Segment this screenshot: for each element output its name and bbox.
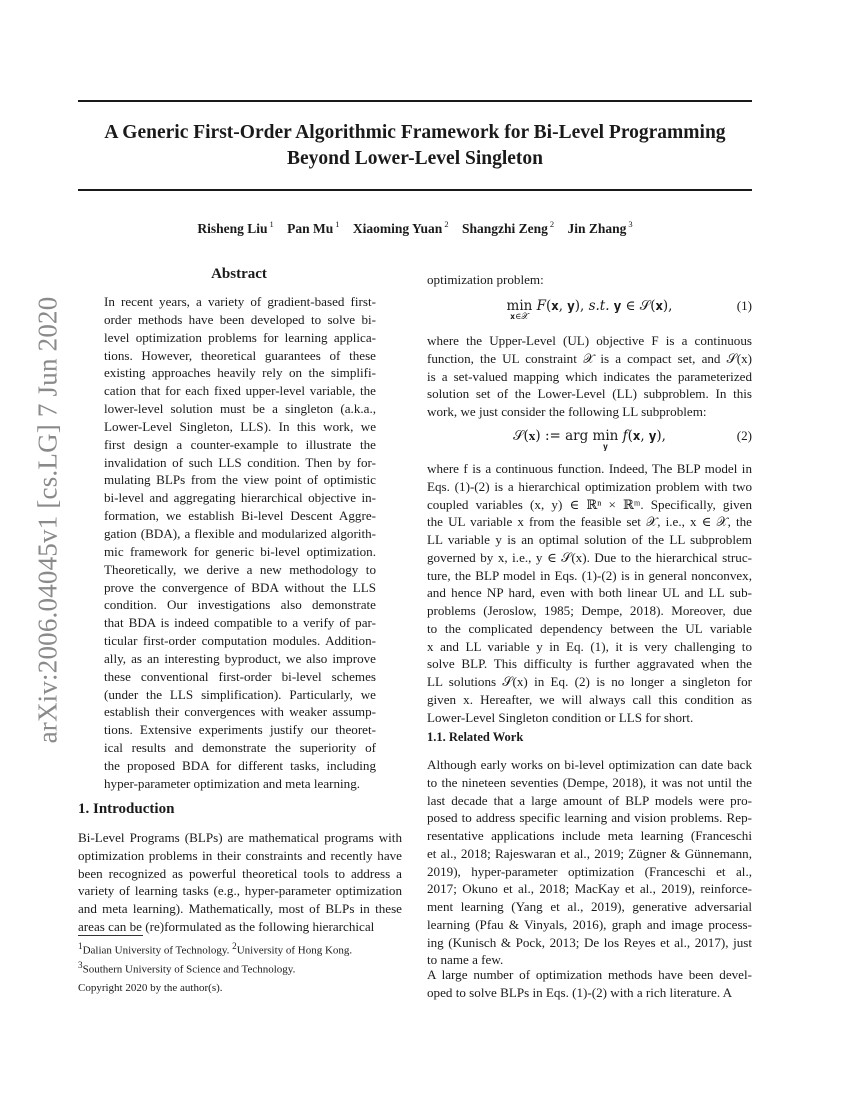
copyright-notice: Copyright 2020 by the author(s). [78, 982, 223, 994]
text-line: mic framework for generic bi-level optimization. [104, 543, 376, 559]
text-line: learning (Pfau & Vinyals, 2016), graph and image process- [427, 916, 752, 932]
text-line: tions. Extensive experiments justify our theoret- [104, 722, 376, 738]
text-line: function, the UL constraint 𝒳 is a compact set, and 𝒮(x) [427, 350, 752, 366]
title-line-1: A Generic First-Order Algorithmic Framework for Bi-Level Programming [104, 122, 726, 143]
arxiv-watermark: arXiv:2006.04045v1 [cs.LG] 7 Jun 2020 [32, 296, 63, 744]
text-line: to the complicated dependency between the UL variable [427, 620, 752, 636]
text-line: Lower-Level Singleton, LLS). In this work, we [104, 418, 376, 434]
text-line: et al., 2018; Rajeswaran et al., 2019; Zügner & Günnemann, [427, 845, 752, 861]
text-line: In recent years, a variety of gradient-based first- [104, 294, 376, 309]
text-line: invalidation of such LLS condition. Then by for- [104, 454, 376, 470]
related-work-body [427, 756, 752, 969]
author: Risheng Liu $^1$ [197, 219, 274, 236]
text-line: last decade that a large amount of BLP models were pro- [427, 792, 752, 808]
text-line: solve BLP. This difficulty is further aggravated when the [427, 656, 752, 672]
text-line: governed by x, i.e., y ∈ 𝒮(x). Due to the hierarchical struc- [427, 549, 752, 565]
author: Pan Mu $^1$ [287, 219, 340, 236]
text-line: solution set of the Lower-Level (LL) subproblem. In this [427, 386, 752, 402]
author: Shangzhi Zeng $^2$ [461, 219, 555, 236]
author: Jin Zhang $^3$ [567, 219, 633, 236]
paper-title [78, 120, 752, 172]
text-line: order methods have been developed to solve bi- [104, 311, 376, 327]
text-line: formation, we establish Bi-level Descent Aggre- [104, 508, 376, 524]
text-line: ally, as an interesting byproduct, we also improve [104, 650, 376, 666]
text-line: to the nineteen seventies (Dempe, 2018), it was not until the [427, 774, 752, 790]
col2-lead: optimization problem: [427, 272, 544, 287]
text-line: ture, the BLP model in Eqs. (1)-(2) is in general nonconvex, [427, 567, 752, 583]
text-line: cation that for each fixed upper-level variable, the [104, 383, 376, 399]
text-line: the proposed BDA for different tasks, including [104, 757, 376, 773]
text-line: Lower-Level Singleton condition or LLS for short. [427, 709, 694, 725]
title-bottom-rule [78, 189, 752, 191]
text-line: posed to address specific learning and vision problems. Rep- [427, 810, 752, 826]
text-line: (under the LLS simplification). Particularly, we [104, 686, 376, 702]
text-line: existing approaches heavily rely on the simplifi- [104, 365, 376, 381]
text-line: is a set-valued mapping which indicates the parameterized [427, 368, 752, 384]
col2-paragraph-2 [427, 460, 752, 726]
text-line: oped to solve BLPs in Eqs. (1)-(2) with a rich literature. A [427, 984, 733, 1000]
text-line: tions. However, theoretical guarantees of these [104, 347, 376, 363]
text-line: and meta learning). Mathematically, most of BLPs in these [78, 901, 402, 916]
text-line: Bi-Level Programs (BLPs) are mathematical programs with [78, 830, 402, 845]
text-line: where f is a continuous function. Indeed, The BLP model in [427, 461, 752, 476]
text-line: 2017; Okuno et al., 2018; MacKay et al., 2019), reinforce- [427, 881, 752, 897]
text-line: first design a counter-example to illustrate the [104, 436, 376, 452]
author-list [78, 219, 752, 237]
text-line: these conventional first-order bi-level schemes [104, 668, 376, 684]
text-line: lower-level solution must be a singleton (a.k.a., [104, 401, 376, 417]
text-line: ticular first-order computation modules. Addition- [104, 633, 376, 649]
text-line: given x. Hereafter, we will always call this condition as [427, 691, 752, 707]
text-line: variety of learning tasks (e.g., hyper-parameter optimization [78, 883, 402, 899]
text-line: Eqs. (1)-(2) is a hierarchical optimization problem with two [427, 478, 752, 494]
subsection-heading-related-work: 1.1. Related Work [427, 730, 524, 744]
text-line: gation (BDA), a flexible and modularized algorith- [104, 525, 376, 541]
text-line: work, we just consider the following LL subproblem: [427, 404, 707, 419]
text-line: where the Upper-Level (UL) objective F is a continuous [427, 333, 752, 348]
top-rule [78, 100, 752, 102]
col2-paragraph-1 [427, 332, 752, 421]
text-line: level optimization problems for learning applica- [104, 329, 376, 345]
text-line: mulating BLPs from the view point of optimistic [104, 472, 376, 488]
text-line: x and LL variable y in Eq. (1), it is very challenging to [427, 638, 752, 654]
text-line: 2019), hyper-parameter optimization (Franceschi et al., [427, 863, 752, 879]
text-line: the UL variable x from the feasible set 𝒳, i.e., x ∈ 𝒳, the [427, 514, 752, 530]
text-line: LL solutions 𝒮(x) in Eq. (2) is no longer a singleton for [427, 674, 752, 689]
author: Xiaoming Yuan $^2$ [352, 219, 449, 236]
text-line: been recognized as powerful theoretical tools to address a [78, 865, 402, 881]
text-line: resentative applications include meta learning (Franceschi [427, 828, 752, 843]
text-line: bi-level and aggregating hierarchical objective in- [104, 490, 376, 506]
text-line: optimization problems in their constraints and recently have [78, 847, 402, 863]
text-line: A large number of optimization methods have been devel- [427, 967, 752, 982]
text-line: condition. Our investigations also demonstrate [104, 597, 376, 613]
text-line: ment learning (Yang et al., 2019), generative adversarial [427, 899, 752, 914]
abstract-body [104, 293, 376, 793]
text-line: prove the convergence of BDA without the LLS [104, 579, 376, 595]
title-line-2: Beyond Lower-Level Singleton [286, 148, 544, 169]
abstract-heading: Abstract [211, 266, 267, 282]
col2-last-paragraph [427, 966, 752, 1002]
affiliation-footnote: $^1$Dalian University of Technology. $^2$University of Hong Kong. $^3$Southern University of Science and Technology. [78, 941, 353, 976]
text-line: to name a few. [427, 952, 504, 968]
text-line: Theoretically, we derive a new methodology to [104, 561, 376, 577]
text-line: establish their convergences with weaker assump- [104, 704, 376, 720]
text-line: ing (Kunisch & Pock, 2013; De los Reyes et al., 2017), just [427, 934, 752, 950]
text-line: and hence NP hard, even with both linear UL and LL sub- [427, 585, 752, 601]
text-line: Although early works on bi-level optimization can date back [427, 757, 752, 772]
text-line: areas can be (re)formulated as the following hierarchical [78, 918, 375, 934]
text-line: that BDA is indeed compatible to a verify of par- [104, 615, 376, 631]
text-line: problems (Jeroslow, 1985; Dempe, 2018). Moreover, due [427, 603, 752, 618]
section-heading-introduction: 1. Introduction [78, 801, 175, 817]
text-line: LL variable y is an optimal solution of the LL subproblem [427, 532, 752, 547]
introduction-body [78, 829, 402, 936]
footnote-rule [78, 935, 143, 936]
text-line: hyper-parameter optimization and meta learning. [104, 775, 361, 791]
text-line: coupled variables (x, y) ∈ ℝⁿ × ℝᵐ. Specifically, given [427, 496, 752, 512]
text-line: ical results and demonstrate the superiority of [104, 740, 376, 756]
